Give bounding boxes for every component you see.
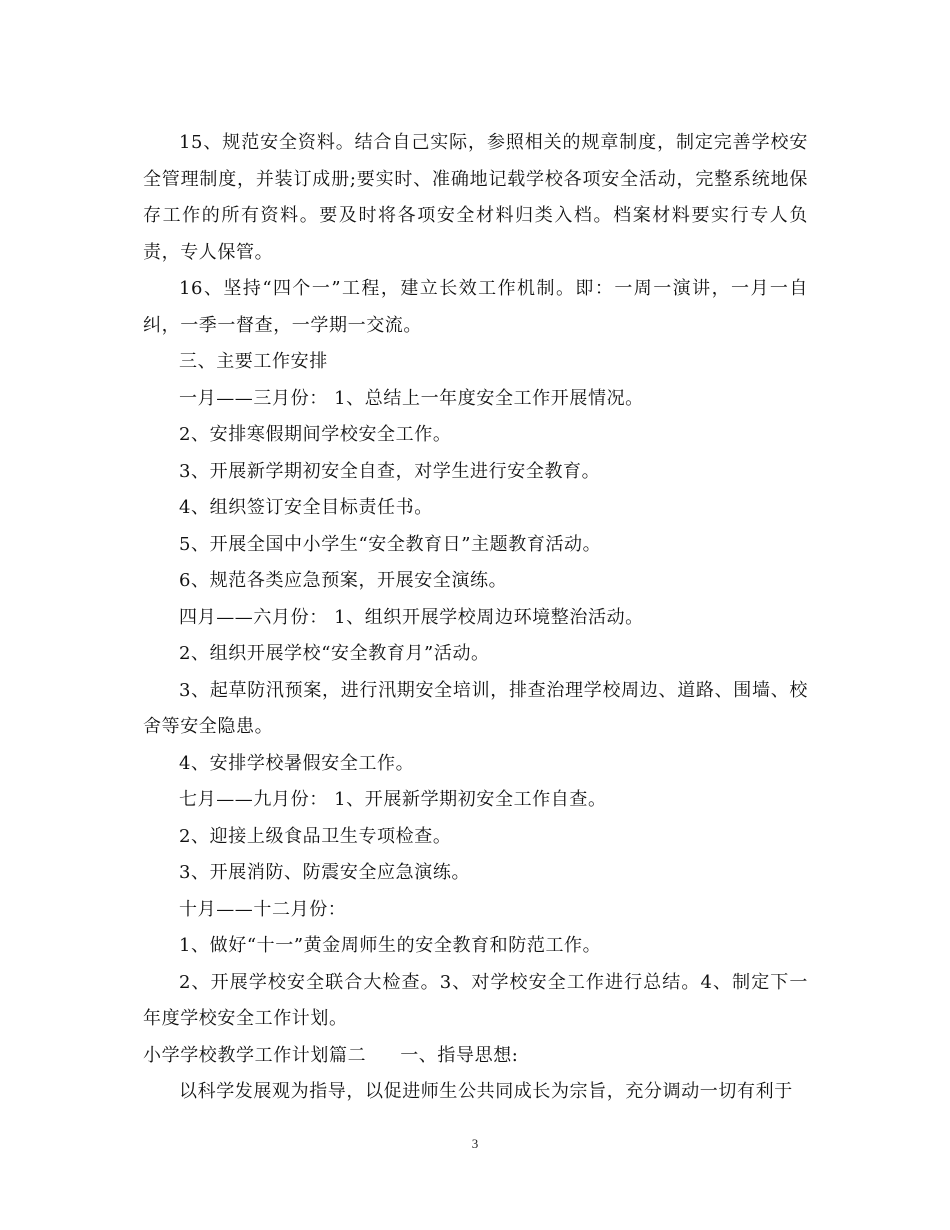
paragraph-item: 2、安排寒假期间学校安全工作。 <box>179 424 452 445</box>
paragraph-item: 6、规范各类应急预案，开展安全演练。 <box>179 570 508 591</box>
paragraph-item: 5、开展全国中小学生“安全教育日”主题教育活动。 <box>179 533 602 555</box>
paragraph-item: 2、迎接上级食品卫生专项检查。 <box>179 825 452 847</box>
paragraph-jan-mar: 一月——三月份： 1、总结上一年度安全工作开展情况。 <box>179 387 644 409</box>
paragraph-item: 3、起草防汛预案，进行汛期安全培训，排查治理学校周边、道路、围墙、校舍等安全隐患。 <box>143 679 808 737</box>
paragraph-apr-jun: 四月——六月份： 1、组织开展学校周边环境整治活动。 <box>179 606 644 628</box>
page-number: 3 <box>471 1136 479 1151</box>
paragraph-item: 2、组织开展学校“安全教育月”活动。 <box>179 643 490 664</box>
section-heading-main-arrangement: 三、主要工作安排 <box>179 351 328 372</box>
paragraph-item: 1、做好“十一”黄金周师生的安全教育和防范工作。 <box>179 935 602 956</box>
document-body <box>143 125 808 1111</box>
paragraph-item: 3、开展新学期初安全自查，对学生进行安全教育。 <box>179 460 601 482</box>
paragraph-item: 4、组织签订安全目标责任书。 <box>179 497 433 518</box>
paragraph-16: 16、坚持“四个一”工程，建立长效工作机制。即：一周一演讲，一月一自纠，一季一督查，一学期一交流。 <box>143 278 808 336</box>
paragraph-item: 3、开展消防、防震安全应急演练。 <box>179 862 471 883</box>
guiding-thought-paragraph: 以科学发展观为指导，以促进师生公共同成长为宗旨，充分调动一切有利于 <box>179 1081 793 1102</box>
paragraph-item: 4、安排学校暑假安全工作。 <box>179 752 415 774</box>
paragraph-jul-sep: 七月——九月份： 1、开展新学期初安全工作自查。 <box>179 789 607 810</box>
paragraph-item: 2、开展学校安全联合大检查。3、对学校安全工作进行总结。4、制定下一年度学校安全工作计划。 <box>143 971 808 1029</box>
paragraph-15: 15、规范安全资料。结合自己实际，参照相关的规章制度，制定完善学校安全管理制度，并装订成册;要实时、准确地记载学校各项安全活动，完整系统地保存工作的所有资料。要及时将各项安全材料归类入档。档案材料要实行专人负责，专人保管。 <box>143 132 808 263</box>
section-title-line <box>143 1038 808 1075</box>
section-subtitle: 一、指导思想: <box>400 1044 519 1066</box>
paragraph-oct-dec: 十月——十二月份： <box>179 898 347 920</box>
section-title: 小学学校教学工作计划篇二 <box>143 1044 367 1066</box>
